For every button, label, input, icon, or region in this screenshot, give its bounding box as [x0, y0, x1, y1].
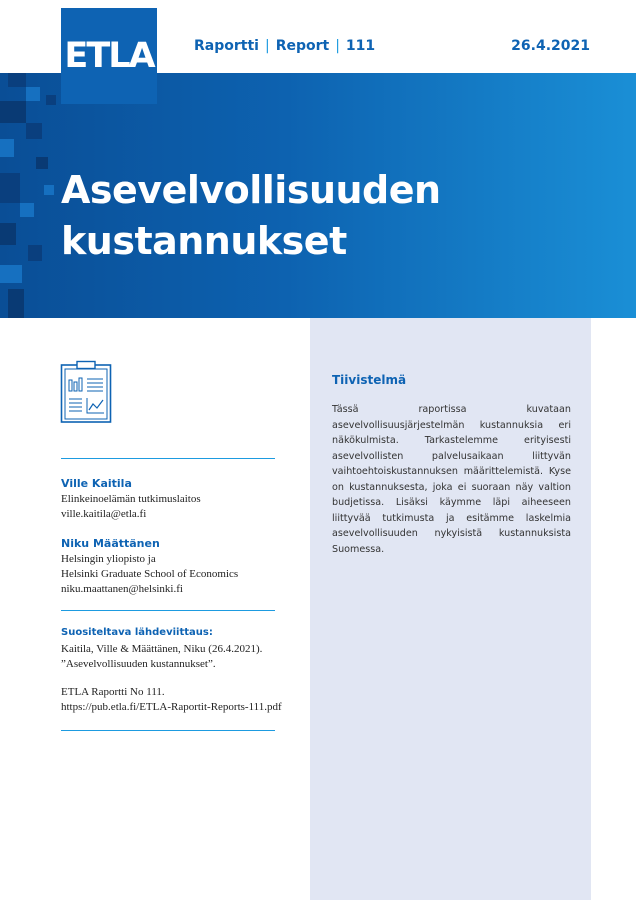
report-date: 26.4.2021 — [511, 38, 590, 54]
citation-line: Kaitila, Ville & Määttänen, Niku (26.4.2021). — [61, 643, 263, 655]
series-number: 111 — [345, 38, 376, 54]
author-affiliation: Elinkeinoelämän tutkimuslaitos — [61, 493, 201, 505]
citation-report-number: ETLA Raportti No 111. — [61, 686, 165, 698]
divider — [61, 610, 275, 611]
author-affiliation: Helsinki Graduate School of Economics — [61, 568, 239, 580]
clipboard-chart-icon — [60, 360, 112, 424]
author-email[interactable]: niku.maattanen@helsinki.fi — [61, 583, 183, 595]
report-title — [61, 165, 441, 267]
abstract-text: Tässä raportissa kuvataan asevelvollisuusjärjestelmän kustannuksia eri näkökulmista. Tarkastelemme erityisesti asevelvollisten palvelusaikaan liittyvän vaihtoehtoiskustannuksen määrittelemistä. Kyse on kustannuksesta, joka ei suoraan näy valtion budjetissa. Lisäksi käymme läpi aiheeseen liittyvää tutkimusta ja esitämme laskelmia asevelvollisuuden nykyisistä kustannuksista Suomessa. — [332, 404, 571, 555]
report-series — [194, 38, 375, 54]
abstract-heading: Tiivistelmä — [332, 373, 407, 387]
title-line-1: Asevelvollisuuden — [61, 168, 441, 212]
citation-url[interactable]: https://pub.etla.fi/ETLA-Raportit-Reports-111.pdf — [61, 701, 282, 713]
citation-line: ”Asevelvollisuuden kustannukset”. — [61, 658, 216, 670]
author-name: Niku Määttänen — [61, 537, 160, 550]
series-separator: | — [264, 38, 270, 54]
divider — [61, 730, 275, 731]
abstract-panel — [310, 318, 591, 900]
series-separator: | — [335, 38, 340, 54]
series-label-fi: Raportti — [194, 38, 259, 54]
logo-text: ETLA — [64, 36, 154, 76]
divider — [61, 458, 275, 459]
author-name: Ville Kaitila — [61, 477, 132, 490]
citation-heading: Suositeltava lähdeviittaus: — [61, 627, 213, 638]
author-affiliation: Helsingin yliopisto ja — [61, 553, 156, 565]
etla-logo — [61, 8, 157, 104]
title-line-2: kustannukset — [61, 219, 347, 263]
series-label-en: Report — [275, 38, 330, 54]
author-email[interactable]: ville.kaitila@etla.fi — [61, 508, 147, 520]
